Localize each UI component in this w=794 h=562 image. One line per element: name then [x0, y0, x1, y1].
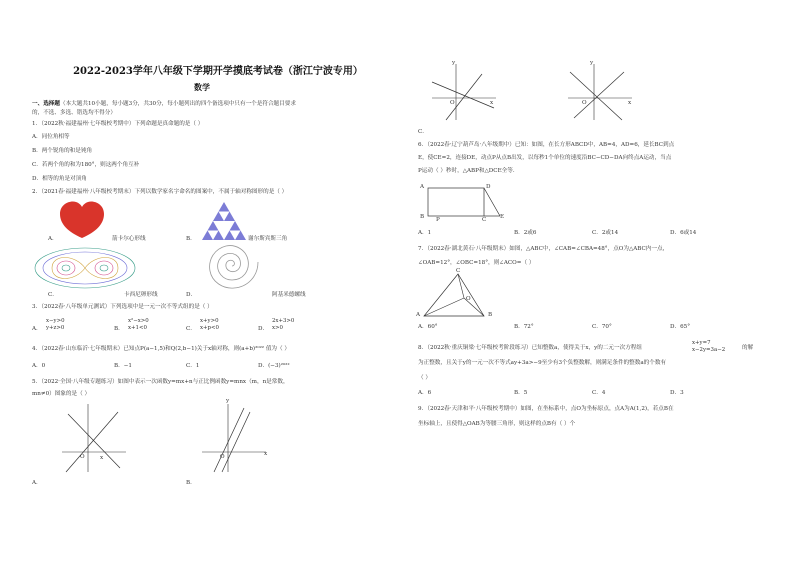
- q1-option-c: C．若两个角的和为180°，则这两个角互补: [32, 162, 140, 168]
- q3-system-c: x+y>0 x+p<0: [200, 318, 219, 331]
- section-heading-line: [32, 101, 296, 108]
- q2-caption-c: 卡西尼卵形线: [124, 292, 158, 298]
- q3-label-a: A．: [32, 326, 42, 332]
- cardioid-heart-icon: [58, 198, 106, 240]
- sierpinski-triangle-icon: [200, 200, 248, 242]
- q5-b-y: y: [226, 398, 230, 404]
- q7-stem-1: 7．（2022春·湖北黄石·八年级期末）如图，△ABC中，∠CAB=∠CBA=48°，点O为△ABC内一点，: [418, 246, 669, 252]
- q7-label-c: C: [456, 268, 461, 274]
- q5-label-a: A．: [32, 480, 42, 486]
- q9-stem-1: 9．（2022春·天津和平·八年级校考期中）如图，在坐标系中，点O为坐标原点，点A为A(1,2)，若点B在: [418, 406, 674, 412]
- q7-label-b: B: [488, 312, 493, 318]
- q5-a-x: x: [100, 455, 104, 461]
- q7-label-o: O: [466, 296, 471, 302]
- q8-option-c: C．4: [592, 390, 606, 396]
- q1-option-d: D．相等的角是对顶角: [32, 176, 87, 182]
- q5-graph-c: [428, 62, 500, 122]
- q6-label-d: D: [486, 184, 491, 190]
- q8-system: x+y=7 x−2y=3a−2: [692, 340, 726, 353]
- q2-caption-d: 阿基米德螺线: [272, 292, 306, 298]
- q6-option-a: A．1: [418, 230, 432, 236]
- q8-stem-1: 8．（2022秋·重庆铜梁·七年级校考阶段练习）已知整数a，使得关于x，y的二元一次方程组: [418, 345, 642, 351]
- q3-label-b: B．: [114, 326, 124, 332]
- q8-stem-1b: 的解: [742, 345, 754, 351]
- q7-label-a: A: [416, 312, 421, 318]
- q1-option-a: A．同位角相等: [32, 134, 70, 140]
- q5-b-x: x: [264, 451, 268, 457]
- q3-system-a: x−y>0 y+z>0: [46, 318, 65, 331]
- section-instruction-2: 的，不选、多选、错选均不得分）: [32, 110, 116, 116]
- q3-system-d: 2x+3>0 x>0: [272, 318, 295, 331]
- q2-caption-a: 箭卡尔心形线: [112, 236, 146, 242]
- q2-label-a: A．: [48, 236, 58, 242]
- q5-label-b: B．: [186, 480, 196, 486]
- q5-label-c: C．: [418, 129, 428, 135]
- q7-triangle-figure: [420, 270, 488, 320]
- q2-label-c: C．: [48, 292, 58, 298]
- q5-a-o: O: [80, 454, 85, 460]
- q4-stem: 4．（2022春·山东临沂·七年级期末）已知点P(a−1,5)和Q(2,b−1)关于x轴对称，则(a+b)²⁰²² 值为（ ）: [32, 346, 290, 352]
- section-heading: 一、选择题: [32, 101, 60, 107]
- q5-c-x: x: [490, 100, 494, 106]
- q5-d-o: O: [582, 100, 587, 106]
- q7-option-b: B．72°: [514, 324, 534, 330]
- q5-b-o: O: [220, 454, 225, 460]
- q5-stem-2: mn≠0）图象的是（ ）: [32, 391, 91, 397]
- q7-option-d: D．65°: [670, 324, 690, 330]
- q6-stem-1: 6．（2022春·辽宁葫芦岛·八年级期中）已知：如图，在长方形ABCD中，AB=4，AD=6，延长BC到点: [418, 142, 675, 148]
- q8-option-d: D．3: [670, 390, 684, 396]
- q3-label-c: C．: [186, 326, 196, 332]
- q6-label-b: B: [420, 214, 425, 220]
- q7-option-a: A．60°: [418, 324, 438, 330]
- cassini-oval-icon: [30, 244, 140, 292]
- q5-stem-1: 5．（2022·全国·八年级专题练习）如图中表示一次函数y=mx+n与正比例函数y=mnx（m，n是常数，: [32, 379, 289, 385]
- q2-label-b: B．: [186, 236, 196, 242]
- q3-label-d: D．: [258, 326, 269, 332]
- q6-option-c: C．2或14: [592, 230, 619, 236]
- section-instruction-1: （本大题共10小题，每小题3分，共30分，每小题列出的四个备选项中只有一个是符合题目要求: [59, 101, 296, 107]
- q3-stem: 3．（2022春·八年级单元测试）下列选项中是一元一次不等式组的是（ ）: [32, 304, 213, 310]
- q7-stem-2: ∠OAB=12°，∠OBC=18°，则∠ACO=（ ）: [418, 260, 535, 266]
- q9-stem-2: 坐标轴上，且使得△OAB为等腰三角形，则这样的点B有（ ）个: [418, 421, 576, 427]
- q5-c-y: y: [452, 60, 456, 66]
- q6-rectangle-figure: [424, 184, 508, 220]
- q6-stem-2: E，使CE=2，连接DE，动点P从点B出发，以每秒1个单位的速度沿BC−CD−DA向终点A运动，当点: [418, 155, 672, 161]
- q6-stem-3: P运动（ ）秒时，△ABP和△DCE全等．: [418, 168, 519, 174]
- q6-label-a: A: [420, 184, 425, 190]
- q4-option-c: C．1: [186, 363, 200, 369]
- exam-title: 2022-2023学年八年级下学期开学摸底考试卷（浙江宁波专用）: [73, 66, 363, 77]
- q8-option-a: A．6: [418, 390, 432, 396]
- q1-option-b: B．两个锐角的和是钝角: [32, 148, 93, 154]
- exam-subject: 数学: [194, 82, 210, 92]
- q4-option-a: A．0: [32, 363, 46, 369]
- q8-option-b: B．5: [514, 390, 528, 396]
- archimedean-spiral-icon: [196, 240, 268, 292]
- q6-label-p: P: [436, 217, 440, 223]
- q6-label-c: C: [482, 217, 487, 223]
- q5-d-x: x: [628, 100, 632, 106]
- q4-option-b: B．−1: [114, 363, 132, 369]
- q5-c-o: O: [450, 100, 455, 106]
- q5-graph-d: [564, 62, 636, 122]
- q3-system-b: x²−x>0 x+1<0: [128, 318, 149, 331]
- q6-option-b: B．2或6: [514, 230, 537, 236]
- q1-stem: 1．（2022秋·福建福州·七年级校考期中）下列命题是真命题的是（ ）: [32, 121, 204, 127]
- q5-d-y: y: [590, 60, 594, 66]
- q2-caption-b: 谢尔斯宾斯三角: [248, 236, 288, 242]
- q5-graph-b: [200, 402, 270, 474]
- q4-option-d: D．(−3)²⁰²²: [258, 363, 290, 369]
- q8-stem-3: （ ）: [418, 375, 431, 381]
- q6-label-e: E: [500, 214, 505, 220]
- q5-graph-a: [60, 402, 130, 474]
- q7-option-c: C．70°: [592, 324, 612, 330]
- q2-stem: 2．（2021春·福建福州·八年级校考期末）下列以数学家名字命名的图案中，不属于轴对称图形的是（ ）: [32, 189, 288, 195]
- q2-label-d: D．: [186, 292, 197, 298]
- q6-option-d: D．6或14: [670, 230, 697, 236]
- q8-stem-2: 为正整数，且关于y的一元一次不等式ay+3a>−9至少有3个负整数解，则满足条件的整数a的个数有: [418, 360, 667, 366]
